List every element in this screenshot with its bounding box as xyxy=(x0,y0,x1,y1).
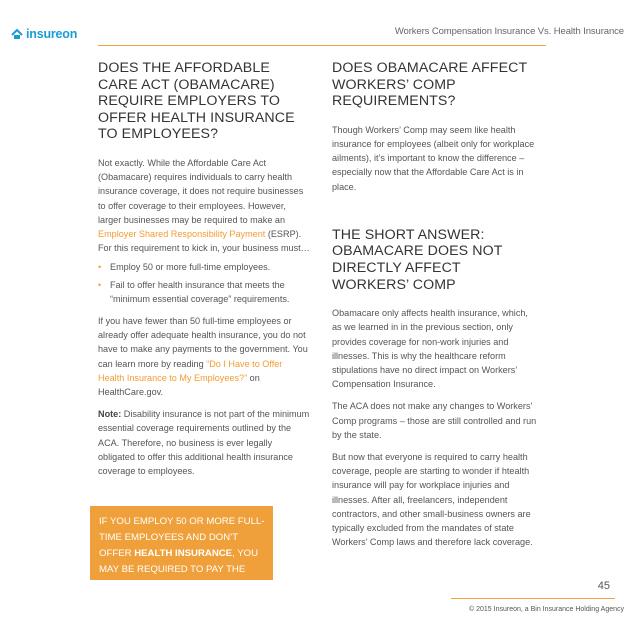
esrp-callout-box xyxy=(90,506,273,592)
bullet-item: • Fail to offer health insurance that meets the “minimum essential coverage” requirements. xyxy=(98,278,310,306)
left-heading: DOES THE AFFORDABLE CARE ACT (OBAMACARE) REQUIRE EMPLOYERS TO OFFER HEALTH INSURANCE TO EMPLOYEES? xyxy=(98,60,295,143)
healthcare-article-link[interactable]: “Do I Have to Offer Health Insurance to My Employees?” xyxy=(98,358,283,383)
bullet-icon: • xyxy=(98,262,102,273)
document-header-title: Workers Compensation Insurance Vs. Health Insurance xyxy=(394,26,624,37)
bullet-item: • Employ 50 or more full-time employees. xyxy=(98,260,310,274)
right-paragraph-2: Obamacare only affects health insurance, which, as we learned in in the previous section, only provides coverage for non-work injuries and illnesses. This is why the healthcare reform stipulations have no direct impact on Workers’ Compensation Insurance. xyxy=(332,308,528,390)
insureon-logo[interactable] xyxy=(10,27,77,41)
insureon-logo-icon xyxy=(10,27,24,41)
footer-divider xyxy=(451,598,615,599)
right-paragraph-4: But now that everyone is required to carry health coverage, people are starting to wonder if htealth insurance will pay for workplace injuries and illnesses. After all, freelancers, independent contractors, and other small-business owners are typically excluded from the mandates of state Workers’ Comp laws and therefore lack coverage. xyxy=(332,452,533,548)
right-column xyxy=(332,60,540,549)
left-column xyxy=(98,60,310,478)
right-heading-1: DOES OBAMACARE AFFECT WORKERS’ COMP REQUIREMENTS? xyxy=(332,60,527,110)
right-paragraph-3: The ACA does not make any changes to Workers’ Comp programs – those are still controlled and run by the state. xyxy=(332,401,537,440)
bullet-icon: • xyxy=(98,279,102,290)
header-divider xyxy=(98,45,546,46)
esrp-link[interactable]: Employer Shared Responsibility Payment xyxy=(98,228,266,239)
right-paragraph-1: Though Workers’ Comp may seem like health insurance for employees (albeit only for workplace ailments), it’s important to know the difference – especially now that the Affordable Care Act is in place. xyxy=(332,124,535,192)
logo-text: insureon xyxy=(26,27,78,41)
copyright-text: © 2015 Insureon, a Bin Insurance Holding Agency xyxy=(469,606,624,613)
left-paragraph-1: Not exactly. While the Affordable Care Act (Obamacare) requires individuals to carry health insurance coverage, it does not require businesses to offer coverage to their employees. However, larger businesses may be required to make an Employer Shared Responsibility Payment (ESRP). For this requirement to kick in, your business must… xyxy=(98,157,310,254)
left-paragraph-note: Note: Disability insurance is not part of the minimum essential coverage requirements outlined by the ACA. Therefore, no business is ever legally obligated to offer this additional health insurance coverage to employees. xyxy=(98,409,310,477)
callout-text: IF YOU EMPLOY 50 OR MORE FULL-TIME EMPLOYEES AND DON’T OFFER HEALTH INSURANCE, YOU MAY BE REQUIRED TO PAY THE ESRP. xyxy=(99,516,265,592)
page-number: 45 xyxy=(597,580,610,592)
left-paragraph-2: If you have fewer than 50 full-time employees or already offer adequate health insurance, you do not have to make any payments to the government. You can learn more by reading “Do I Have to Offer Health Insurance to My Employees?” on HealthCare.gov. xyxy=(98,316,308,398)
right-heading-2: THE SHORT ANSWER: OBAMACARE DOES NOT DIRECTLY AFFECT WORKERS’ COMP xyxy=(332,226,503,293)
